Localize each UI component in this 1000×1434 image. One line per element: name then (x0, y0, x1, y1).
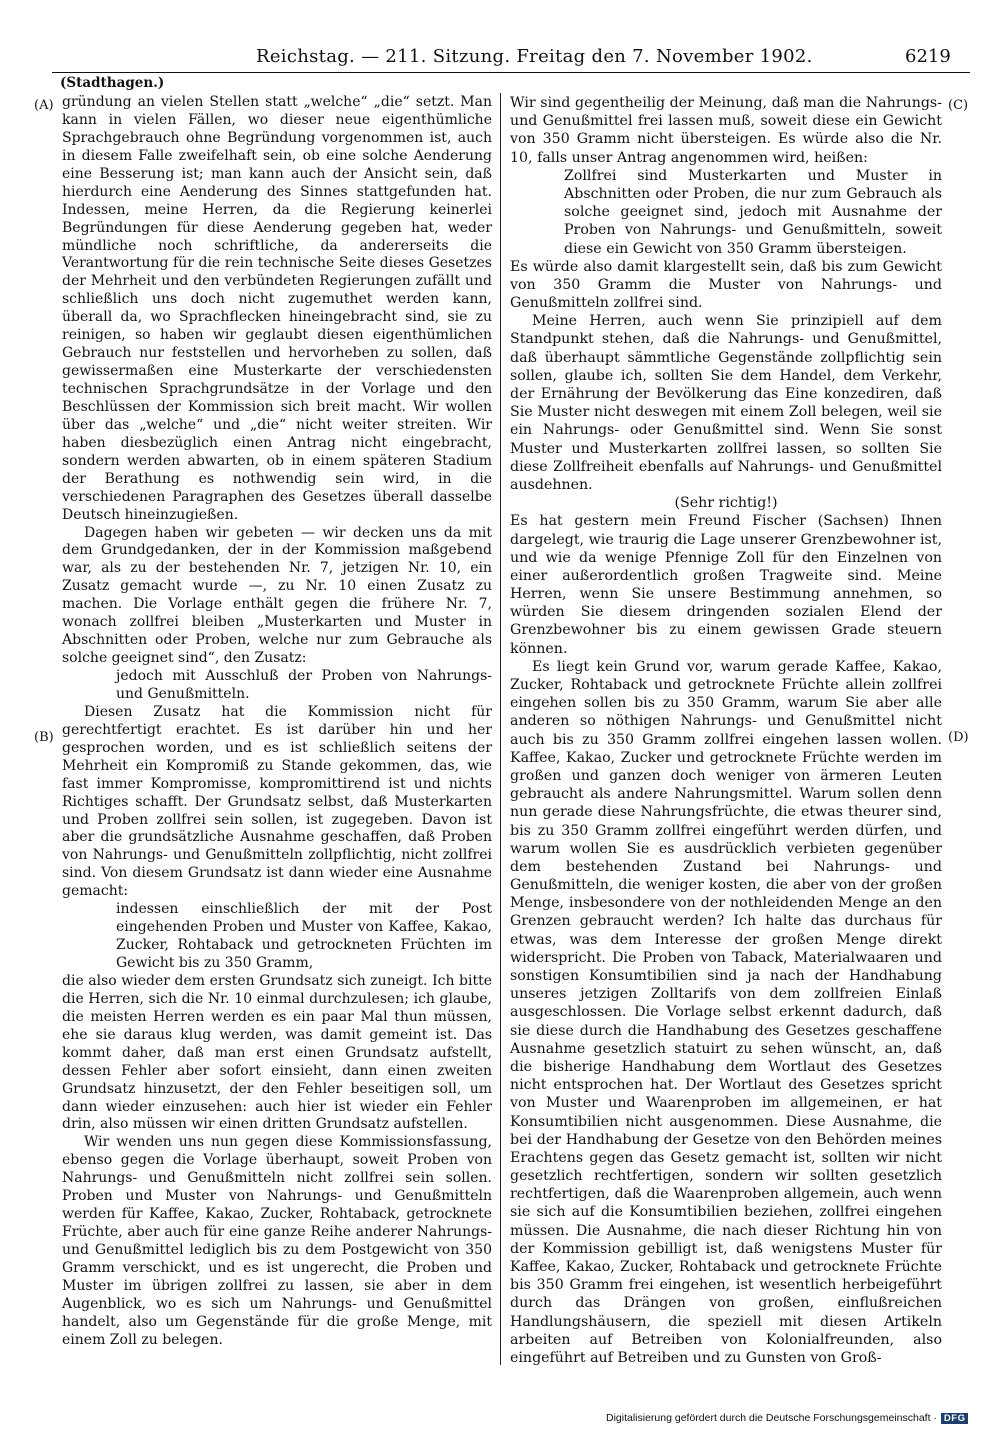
block-quote: jedoch mit Ausschluß der Proben von Nahrungs- und Genußmitteln. (116, 668, 492, 702)
paragraph: Wir sind gegentheilig der Meinung, daß man die Nahrungs- und Genußmittel frei lassen muß, soweit diese ein Gewicht von 350 Gramm nicht übersteigen. Es würde also die Nr. 10, falls unser Antrag angenommen wird, heißen: (510, 95, 942, 166)
header-title: Reichstag. — 211. Sitzung. Freitag den 7. November 1902. (256, 46, 813, 67)
margin-marker-a: (A) (34, 98, 54, 113)
paragraph: Es liegt kein Grund vor, warum gerade Kaffee, Kakao, Zucker, Rohtaback und getrocknete Früchte allein zollfrei eingehen sollen bis zu 350 Gramm, warum Sie aber alle anderen so nöthigen Nahrungs- und Genußmittel nicht auch bis zu 350 Gramm zollfrei eingehen lassen wollen. Kaffee, Kakao, Zucker und getrocknete Früchte werden im großen und ganzen doch weniger von ärmeren Leuten gebraucht als andere Nahrungsmittel. Warum sollen denn nun gerade diese Nahrungsfrüchte, die etwas theurer sind, bis zu 350 Gramm zollfrei eingeführt werden dürfen, und warum wollen Sie es ausdrücklich verbieten gegenüber dem bestehenden Zustand bei Nahrungs- und Genußmitteln, die weniger kosten, die aber von der großen Menge, insbesondere von der nothleidenden Menge an den Grenzen gebraucht werden? Ich halte das durchaus für etwas, was dem Interesse der großen Menge direkt widerspricht. Die Proben von Taback, Materialwaaren und sonstigen Konsumtibilien sind ja nach der Handhabung unseres jetzigen Zolltarifs von dem zollfreien Einlaß ausgeschlossen. Die Vorlage selbst erkennt dadurch, daß sie diese durch die Handhabung des Gesetzes geschaffene Ausnahme gesetzlich statuirt zu sehen wünscht, an, daß die bisherige Handhabung dem Wortlaut des Gesetzes nicht entsprochen hat. Der Wortlaut des Gesetzes spricht von Muster und Waarenproben im allgemeinen, er hat Konsumtibilien nicht ausgenommen. Diese Ausnahme, die bei der Handhabung der Gesetze von den Behörden meines Erachtens gegen das Gesetz gemacht ist, sollten wir nicht gesetzlich rechtfertigen, sondern wir sollten gesetzlich rechtfertigen, daß die Waarenproben allgemein, auch wenn sie sich auf die Konsumtibilien beziehen, zollfrei eingehen müssen. Die Ausnahme, die nach dieser Richtung hin von der Kommission gebilligt ist, daß wenigstens Muster für Kaffee, Kakao, Zucker, Rohtaback und getrocknete Früchte bis 350 Gramm frei eingehen, ist wesentlich herbeigeführt durch das Drängen von großen, einflußreichen Handlungshäusern, die speziell mit diesen Artikeln arbeiten auf Betreiben von Kolonialfreunden, also eingeführt auf Betreiben und zu Gunsten von Groß- (510, 658, 942, 1366)
digitization-footer (606, 1412, 968, 1424)
paragraph: Es würde also damit klargestellt sein, daß bis zum Gewicht von 350 Gramm die Muster von Nahrungs- und Genußmitteln zollfrei sind. (510, 258, 942, 312)
interjection: (Sehr richtig!) (674, 495, 778, 512)
running-header (0, 46, 1000, 74)
speaker-name: (Stadthagen.) (60, 75, 165, 91)
block-quote: indessen einschließlich der mit der Post eingehenden Proben und Muster von Kaffee, Kakao, Zucker, Rohtaback und getrockneten Früchten im Gewicht bis zu 350 Gramm, (116, 901, 492, 971)
margin-marker-b: (B) (34, 730, 54, 745)
header-rule (52, 72, 970, 73)
column-divider (500, 93, 501, 1365)
margin-marker-d: (D) (948, 730, 969, 745)
footer-text: Digitalisierung gefördert durch die Deutsche Forschungsgemeinschaft · (606, 1412, 937, 1424)
left-column (62, 94, 492, 1350)
page-number: 6219 (905, 46, 951, 67)
paragraph: Meine Herren, auch wenn Sie prinzipiell auf dem Standpunkt stehen, daß die Nahrungs- und Genußmittel, daß überhaupt sämmtliche Gegenstände zollpflichtig sein sollen, glaube ich, sollten Sie dem Handel, dem Verkehr, der Ernährung der Bevölkerung das Eine konzediren, daß Sie Muster nicht deswegen mit einem Zoll belegen, weil sie ein Nahrungs- oder Genußmittel sind. Wenn Sie sonst Muster und Musterkarten zollfrei lassen, so sollten Sie diese Zollfreiheit ebenfalls auf Nahrungs- und Genußmittel ausdehnen. (510, 313, 942, 493)
paragraph: Dagegen haben wir gebeten — wir decken uns da mit dem Grundgedanken, der in der Kommission maßgebend war, als zu der bestehenden Nr. 7, jetzigen Nr. 10, ein Zusatz gemacht wurde —, zu Nr. 10 einen Zusatz zu machen. Die Vorlage enthält gegen die frühere Nr. 7, wonach zollfrei bleiben „Musterkarten und Muster in Abschnitten oder Proben, welche nur zum Gebrauche als solche geeignet sind“, den Zusatz: (62, 524, 492, 667)
dfg-logo: DFG (941, 1413, 969, 1424)
margin-marker-c: (C) (948, 98, 969, 113)
paragraph: Diesen Zusatz hat die Kommission nicht für gerechtfertigt erachtet. Es ist darüber hin und her gesprochen worden, und es ist schließlich seitens der Mehrheit ein Kompromiß zu Stande gekommen, das, wie fast immer Kompromisse, kompromittirend ist und nichts Richtiges schafft. Der Grundsatz selbst, daß Musterkarten und Proben zollfrei sein sollen, ist zugegeben. Davon ist aber die grundsätzliche Ausnahme geschaffen, daß Proben von Nahrungs- und Genußmitteln zollpflichtig, nicht zollfrei sind. Von diesem Grundsatz ist dann wieder eine Ausnahme gemacht: (62, 703, 492, 900)
paragraph: gründung an vielen Stellen statt „welche“ „die“ setzt. Man kann in vielen Fällen, wo dieser neue eigenthümliche Sprachgebrauch ohne Begründung vorgenommen ist, auch in diesem Falle zweifelhaft sein, ob eine solche Aenderung eine Besserung ist; man kann auch der Ansicht sein, daß hierdurch eine Aenderung des Sinnes stattgefunden hat. Indessen, meine Herren, da die Regierung keinerlei Begründungen für diese Aenderung gegeben hat, weder mündliche noch schriftliche, da andererseits die Verantwortung für die rein technische Seite dieses Gesetzes der Mehrheit und den verbündeten Regierungen zufällt und schließlich uns doch nicht zugemuthet werden kann, überall da, wo Sprachflecken hineingebracht sind, sie zu reinigen, so haben wir geglaubt diesen eigenthümlichen Gebrauch nur feststellen und hervorheben zu sollen, daß gewissermaßen eine Musterkarte der verschiedensten technischen Sprachgrundsätze in der Vorlage und den Beschlüssen der Kommission sich breit macht. Wir wollen über das „welche“ und „die“ nicht weiter streiten. Wir haben diesbezüglich einen Antrag nicht eingebracht, sondern werden abwarten, ob in einem späteren Stadium der Berathung es nothwendig sein wird, in die verschiedenen Paragraphen des Gesetzes überall dasselbe Deutsch hineinzugießen. (62, 94, 492, 523)
paragraph: Es hat gestern mein Freund Fischer (Sachsen) Ihnen dargelegt, wie traurig die Lage unserer Grenzbewohner ist, und wie da wenige Pfennige Zoll für den Einzelnen von einer außerordentlich großen Tragweite sind. Meine Herren, wenn Sie unsere Bestimmung annehmen, so würden Sie diesem dringenden sozialen Elend der Grenzbewohner bis zu einem gewissen Grade steuern können. (510, 513, 942, 657)
paragraph: die also wieder dem ersten Grundsatz sich zuneigt. Ich bitte die Herren, sich die Nr. 10 einmal durchzulesen; ich glaube, die meisten Herren werden es ein paar Mal thun müssen, ehe sie daraus klug werden, was damit gemeint ist. Das kommt daher, daß man erst einen Grundsatz aufstellt, dessen Fehler aber sofort einsieht, dann einen zweiten Grundsatz hinzusetzt, der den Fehler beseitigen soll, um dann wieder einzusehen: auch hier ist wieder ein Fehler drin, also müssen wir einen dritten Grundsatz aufstellen. (62, 972, 492, 1133)
paragraph: Wir wenden uns nun gegen diese Kommissionsfassung, ebenso gegen die Vorlage überhaupt, soweit Proben von Nahrungs- und Genußmitteln nicht zollfrei sein sollen. Proben und Muster von Nahrungs- und Genußmitteln werden für Kaffee, Kakao, Zucker, Rohtaback, getrocknete Früchte, aber auch für eine ganze Reihe anderer Nahrungs- und Genußmittel lediglich bis zu dem Postgewicht von 350 Gramm verschickt, und es ist ungerecht, die Proben und Muster im übrigen zollfrei zu lassen, sie aber in dem Augenblick, wo es sich um Nahrungs- und Genußmittel handelt, also um Gegenstände für die große Menge, mit einem Zoll zu belegen. (62, 1134, 492, 1348)
right-column (510, 94, 942, 1367)
block-quote: Zollfrei sind Musterkarten und Muster in Abschnitten oder Proben, die nur zum Gebrauch als solche geeignet sind, jedoch mit Ausnahme der Proben von Nahrungs- und Genußmitteln, soweit diese ein Gewicht von 350 Gramm übersteigen. (564, 167, 942, 257)
